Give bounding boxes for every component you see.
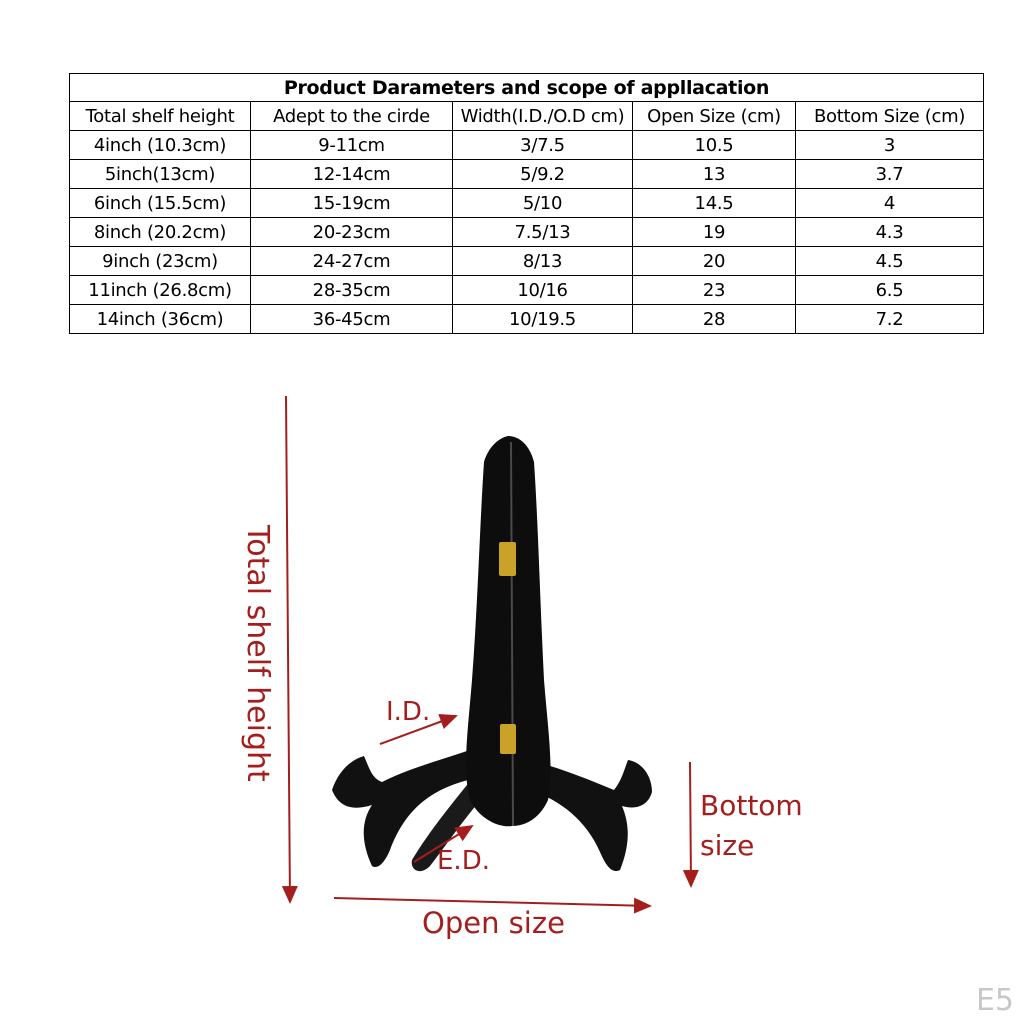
table-cell: 8/13	[453, 247, 633, 276]
table-cell: 11inch (26.8cm)	[70, 276, 251, 305]
table-cell: 4.3	[796, 218, 984, 247]
table-cell: 15-19cm	[251, 189, 453, 218]
table-cell: 7.2	[796, 305, 984, 334]
table-cell: 7.5/13	[453, 218, 633, 247]
table-row	[70, 160, 984, 189]
table-cell: 9-11cm	[251, 131, 453, 160]
table-cell: 3	[796, 131, 984, 160]
bottom-size-label-line1: Bottom	[700, 789, 803, 822]
table-cell: 20	[633, 247, 796, 276]
table-cell: 6.5	[796, 276, 984, 305]
total-height-arrow	[286, 396, 290, 902]
header-total-shelf-height: Total shelf height	[70, 102, 251, 131]
ed-label: E.D.	[437, 846, 490, 876]
table-row	[70, 276, 984, 305]
table-cell: 14inch (36cm)	[70, 305, 251, 334]
open-size-label: Open size	[422, 906, 565, 940]
table-cell: 6inch (15.5cm)	[70, 189, 251, 218]
table-cell: 10.5	[633, 131, 796, 160]
table-title: Product Darameters and scope of appllacation	[70, 74, 984, 102]
hinge-bottom	[500, 724, 516, 754]
table-cell: 13	[633, 160, 796, 189]
table-cell: 4	[796, 189, 984, 218]
table-cell: 19	[633, 218, 796, 247]
header-adept-to-circle: Adept to the cirde	[251, 102, 453, 131]
watermark: E5	[975, 983, 1014, 1018]
table-cell: 5/10	[453, 189, 633, 218]
bottom-size-arrow	[690, 762, 691, 886]
hinge-top	[499, 542, 516, 576]
table-cell: 20-23cm	[251, 218, 453, 247]
table-cell: 4inch (10.3cm)	[70, 131, 251, 160]
table-cell: 8inch (20.2cm)	[70, 218, 251, 247]
table-cell: 14.5	[633, 189, 796, 218]
header-width: Width(I.D./O.D cm)	[453, 102, 633, 131]
table-cell: 28-35cm	[251, 276, 453, 305]
table-row	[70, 218, 984, 247]
table-row	[70, 131, 984, 160]
table-title-row	[70, 74, 984, 102]
table-cell: 23	[633, 276, 796, 305]
parameters-table	[69, 73, 984, 334]
open-size-arrow	[334, 898, 650, 906]
header-open-size: Open Size (cm)	[633, 102, 796, 131]
table-cell: 12-14cm	[251, 160, 453, 189]
table-cell: 3.7	[796, 160, 984, 189]
id-label: I.D.	[386, 697, 431, 727]
bottom-size-label-line2: size	[700, 829, 755, 862]
total-shelf-height-label: Total shelf height	[240, 525, 275, 782]
table-row	[70, 247, 984, 276]
header-bottom-size: Bottom Size (cm)	[796, 102, 984, 131]
table-header-row	[70, 102, 984, 131]
table-row	[70, 305, 984, 334]
table-cell: 5inch(13cm)	[70, 160, 251, 189]
stand-upright	[466, 436, 550, 826]
table-cell: 4.5	[796, 247, 984, 276]
table-cell: 24-27cm	[251, 247, 453, 276]
table-cell: 3/7.5	[453, 131, 633, 160]
table-row	[70, 189, 984, 218]
table-cell: 5/9.2	[453, 160, 633, 189]
plate-stand-diagram	[0, 360, 1024, 980]
table-cell: 36-45cm	[251, 305, 453, 334]
table-cell: 10/19.5	[453, 305, 633, 334]
table-cell: 28	[633, 305, 796, 334]
table-cell: 10/16	[453, 276, 633, 305]
table-cell: 9inch (23cm)	[70, 247, 251, 276]
